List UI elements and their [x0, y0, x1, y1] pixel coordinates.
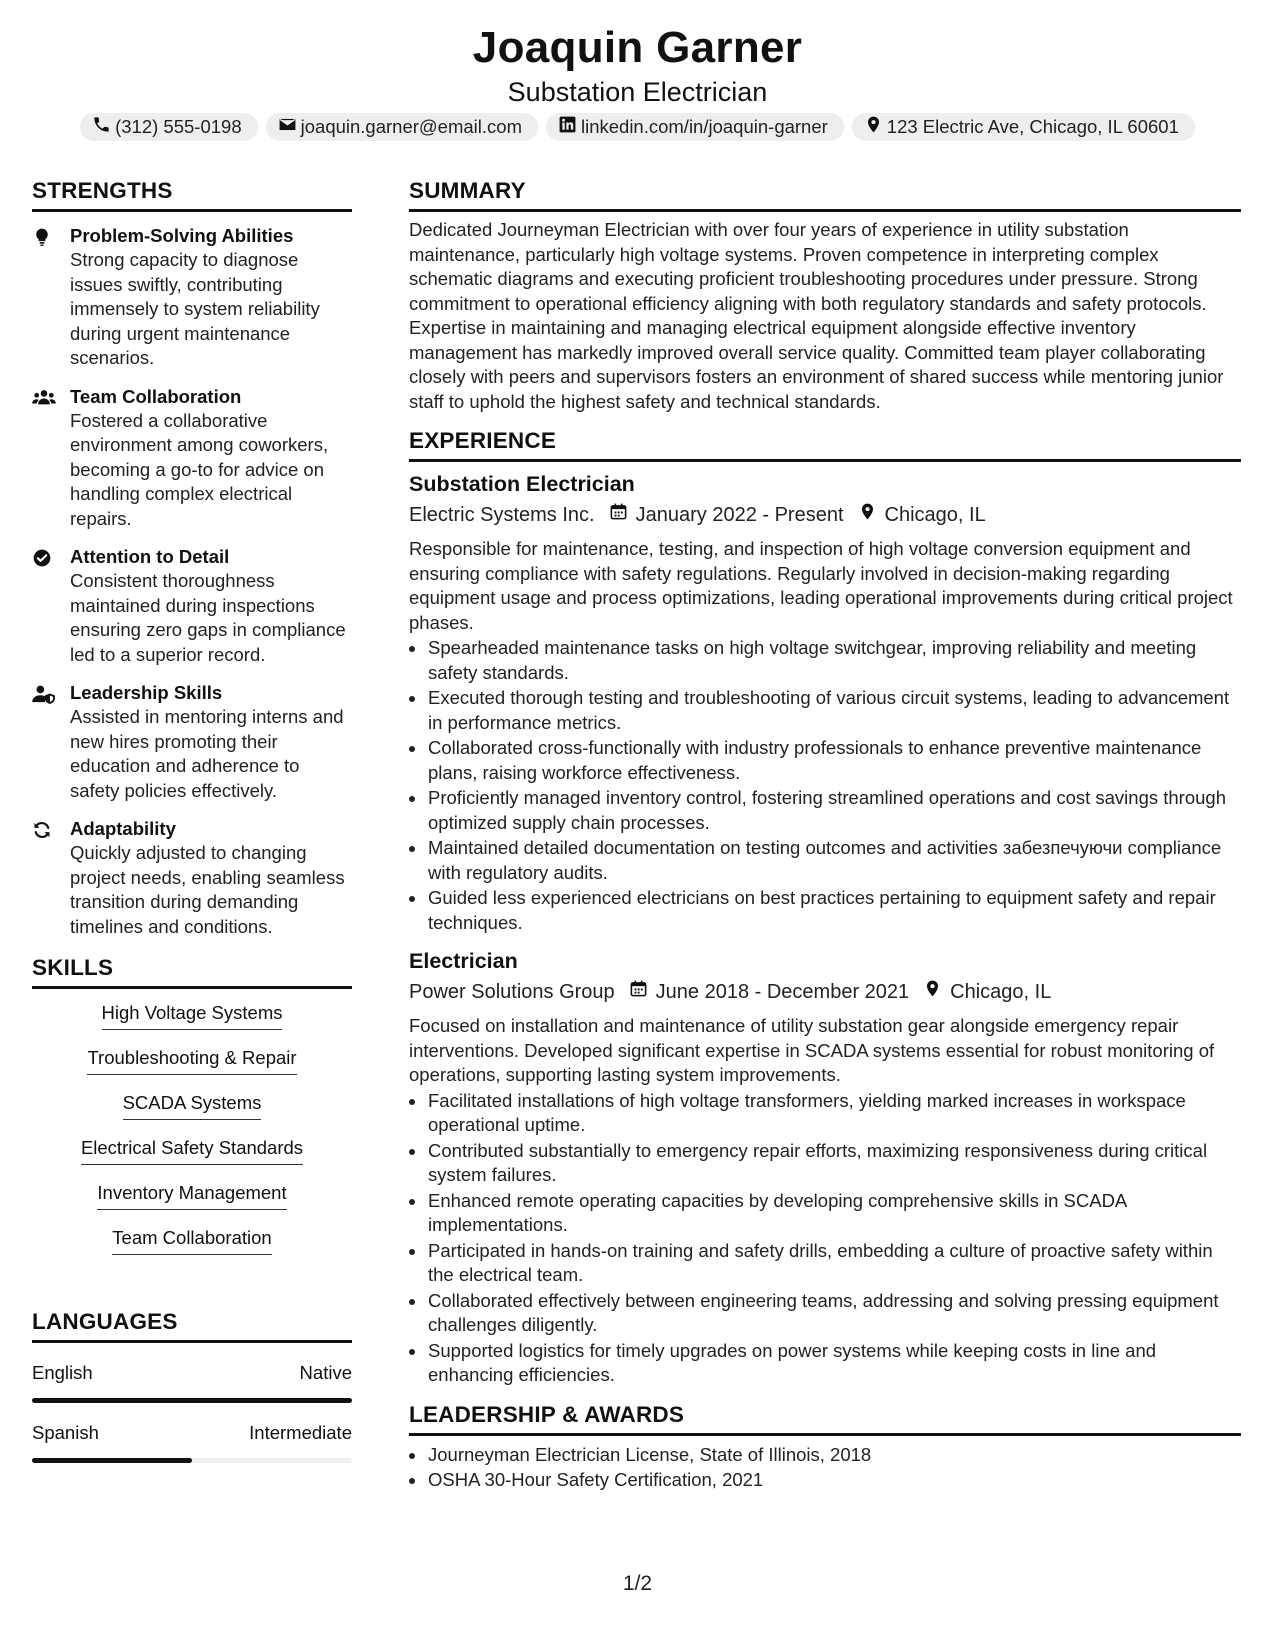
job-description: Focused on installation and maintenance of utility substation gear alongside emergency repair interventions. Developed significant expertise in SCADA systems essential for robust monitoring of operations, supporting lasting system improvements. [409, 1015, 1215, 1085]
check-circle-icon [32, 545, 70, 667]
skill-item: SCADA Systems [123, 1091, 262, 1120]
achievement-item: • Facilitated installations of high voltage transformers, yielding marked increases in workspace operational uptime. [427, 1089, 1241, 1138]
skill-item: High Voltage Systems [102, 1001, 283, 1030]
achievement-item: • Executed thorough testing and troubleshooting of various circuit systems, leading to advancement in performance metrics. [427, 686, 1241, 735]
map-pin-icon [844, 501, 885, 529]
skill-item: Inventory Management [97, 1181, 286, 1210]
map-pin-icon [909, 978, 950, 1006]
strength-title: Problem-Solving Abilities [70, 225, 294, 246]
map-pin-icon [864, 115, 883, 139]
award-item: • OSHA 30-Hour Safety Certification, 2021 [427, 1468, 1241, 1493]
strength-description: Consistent thoroughness maintained during inspections ensuring zero gaps in compliance led to a superior record. [70, 570, 346, 665]
language-proficiency-fill [32, 1458, 192, 1463]
phone-icon [92, 115, 111, 139]
job-achievements [409, 1089, 1241, 1388]
language-item [32, 1361, 352, 1403]
job-dates: January 2022 - Present [635, 504, 844, 526]
linkedin-icon [558, 115, 577, 139]
page-number: 1/2 [622, 1572, 653, 1595]
contact-bar [0, 113, 1275, 141]
job-meta [409, 978, 1241, 1006]
language-proficiency-bar [32, 1398, 352, 1403]
sync-icon [32, 817, 70, 939]
candidate-name: Joaquin Garner [472, 23, 803, 72]
right-column [409, 176, 1241, 1494]
leadership-list [409, 1443, 1241, 1493]
contact-linkedin-text: linkedin.com/in/joaquin-garner [580, 116, 828, 137]
contact-address-text: 123 Electric Ave, Chicago, IL 60601 [886, 116, 1179, 137]
job-entry [409, 947, 1241, 1388]
achievement-item: • Maintained detailed documentation on testing outcomes and activities забезпечуючи compliance with regulatory audits. [427, 836, 1241, 885]
strengths-heading: STRENGTHS [32, 176, 352, 212]
job-description: Responsible for maintenance, testing, and inspection of high voltage conversion equipment and ensuring compliance with safety regulations. Regularly involved in decision-making regarding equipment usage and process optimizations, leading operational improvements during critical project phases. [409, 538, 1233, 633]
strength-description: Quickly adjusted to changing project needs, enabling seamless transition during demanding timelines and conditions. [70, 842, 345, 937]
job-company: Electric Systems Inc. [409, 504, 595, 526]
strengths-list [32, 224, 352, 939]
contact-linkedin[interactable] [546, 113, 844, 141]
user-shield-icon [32, 681, 70, 803]
summary-heading: SUMMARY [409, 176, 1241, 212]
contact-email[interactable] [266, 113, 538, 141]
calendar-icon [595, 501, 636, 529]
users-icon [32, 385, 70, 532]
job-location: Chicago, IL [950, 981, 1052, 1003]
job-title: Electrician [409, 949, 518, 973]
envelope-icon [278, 115, 297, 139]
calendar-icon [615, 978, 656, 1006]
achievement-item: • Spearheaded maintenance tasks on high voltage switchgear, improving reliability and meeting safety standards. [427, 636, 1241, 685]
strength-item [32, 385, 352, 532]
achievement-item: • Collaborated cross-functionally with industry professionals to enhance preventive maintenance plans, raising workforce effectiveness. [427, 736, 1241, 785]
skills-list [32, 1001, 352, 1271]
strength-item [32, 817, 352, 939]
skill-item: Electrical Safety Standards [81, 1136, 303, 1165]
strength-title: Adaptability [70, 818, 176, 839]
strength-title: Attention to Detail [70, 546, 230, 567]
achievement-item: • Collaborated effectively between engineering teams, addressing and solving pressing equipment challenges diligently. [427, 1289, 1241, 1338]
contact-address [852, 113, 1195, 141]
contact-phone[interactable] [80, 113, 258, 141]
achievement-item: • Guided less experienced electricians on best practices pertaining to equipment safety and repair techniques. [427, 886, 1241, 935]
language-name: Spanish [32, 1422, 99, 1443]
strength-item [32, 224, 352, 371]
language-level: Intermediate [249, 1422, 352, 1443]
strength-item [32, 681, 352, 803]
skill-item: Troubleshooting & Repair [87, 1046, 296, 1075]
job-achievements [409, 636, 1241, 935]
job-dates: June 2018 - December 2021 [655, 981, 910, 1003]
leadership-heading: LEADERSHIP & AWARDS [409, 1400, 1241, 1436]
contact-phone-text: (312) 555-0198 [115, 116, 242, 137]
language-level: Native [299, 1362, 352, 1383]
strength-item [32, 545, 352, 667]
left-column [32, 176, 352, 1463]
strength-title: Team Collaboration [70, 385, 242, 407]
award-item: • Journeyman Electrician License, State of Illinois, 2018 [427, 1443, 1241, 1468]
language-proficiency-fill [32, 1398, 352, 1403]
job-meta [409, 501, 1241, 529]
summary-text: Dedicated Journeyman Electrician with over four years of experience in utility substation maintenance, particularly high voltage systems. Proven competence in interpreting complex schematic diagrams and executing proficient troubleshooting procedures under pressure. Strong commitment to operational efficiency aligning with both regulatory standards and safety protocols. Expertise in maintaining and managing electrical equipment alongside effective inventory management has markedly improved overall service quality. Committed team player collaborating closely with peers and supervisors fosters an environment of shared success while mentoring junior staff to uphold the highest safety and technical standards. [409, 219, 1224, 412]
skill-item: Team Collaboration [112, 1226, 271, 1255]
achievement-item: • Enhanced remote operating capacities by developing comprehensive skills in SCADA implementations. [427, 1189, 1241, 1238]
job-entry [409, 470, 1241, 935]
contact-email-text: joaquin.garner@email.com [300, 116, 522, 137]
achievement-item: • Contributed substantially to emergency repair efforts, maximizing responsiveness during critical system failures. [427, 1139, 1241, 1188]
language-proficiency-bar [32, 1458, 352, 1463]
job-company: Power Solutions Group [409, 981, 615, 1003]
strength-description: Assisted in mentoring interns and new hires promoting their education and adherence to safety policies effectively. [70, 706, 344, 801]
language-name: English [32, 1362, 93, 1383]
strength-description: Strong capacity to diagnose issues swiftly, contributing immensely to system reliability during urgent maintenance scenarios. [70, 249, 320, 368]
strength-title: Leadership Skills [70, 682, 223, 703]
language-item [32, 1421, 352, 1463]
candidate-role: Substation Electrician [507, 77, 768, 107]
resume-header [0, 22, 1275, 108]
languages-heading: LANGUAGES [32, 1307, 352, 1343]
achievement-item: • Proficiently managed inventory control, fostering streamlined operations and cost savings through optimized supply chain processes. [427, 786, 1241, 835]
job-title: Substation Electrician [409, 472, 635, 496]
experience-heading: EXPERIENCE [409, 426, 1241, 462]
job-location: Chicago, IL [884, 504, 986, 526]
lightbulb-icon [32, 224, 70, 371]
achievement-item: • Participated in hands-on training and safety drills, embedding a culture of proactive safety within the electrical team. [427, 1239, 1241, 1288]
skills-heading: SKILLS [32, 953, 352, 989]
achievement-item: • Supported logistics for timely upgrades on power systems while keeping costs in line and enhancing efficiencies. [427, 1339, 1241, 1388]
strength-description: Fostered a collaborative environment among coworkers, becoming a go-to for advice on handling complex electrical repairs. [70, 409, 329, 529]
